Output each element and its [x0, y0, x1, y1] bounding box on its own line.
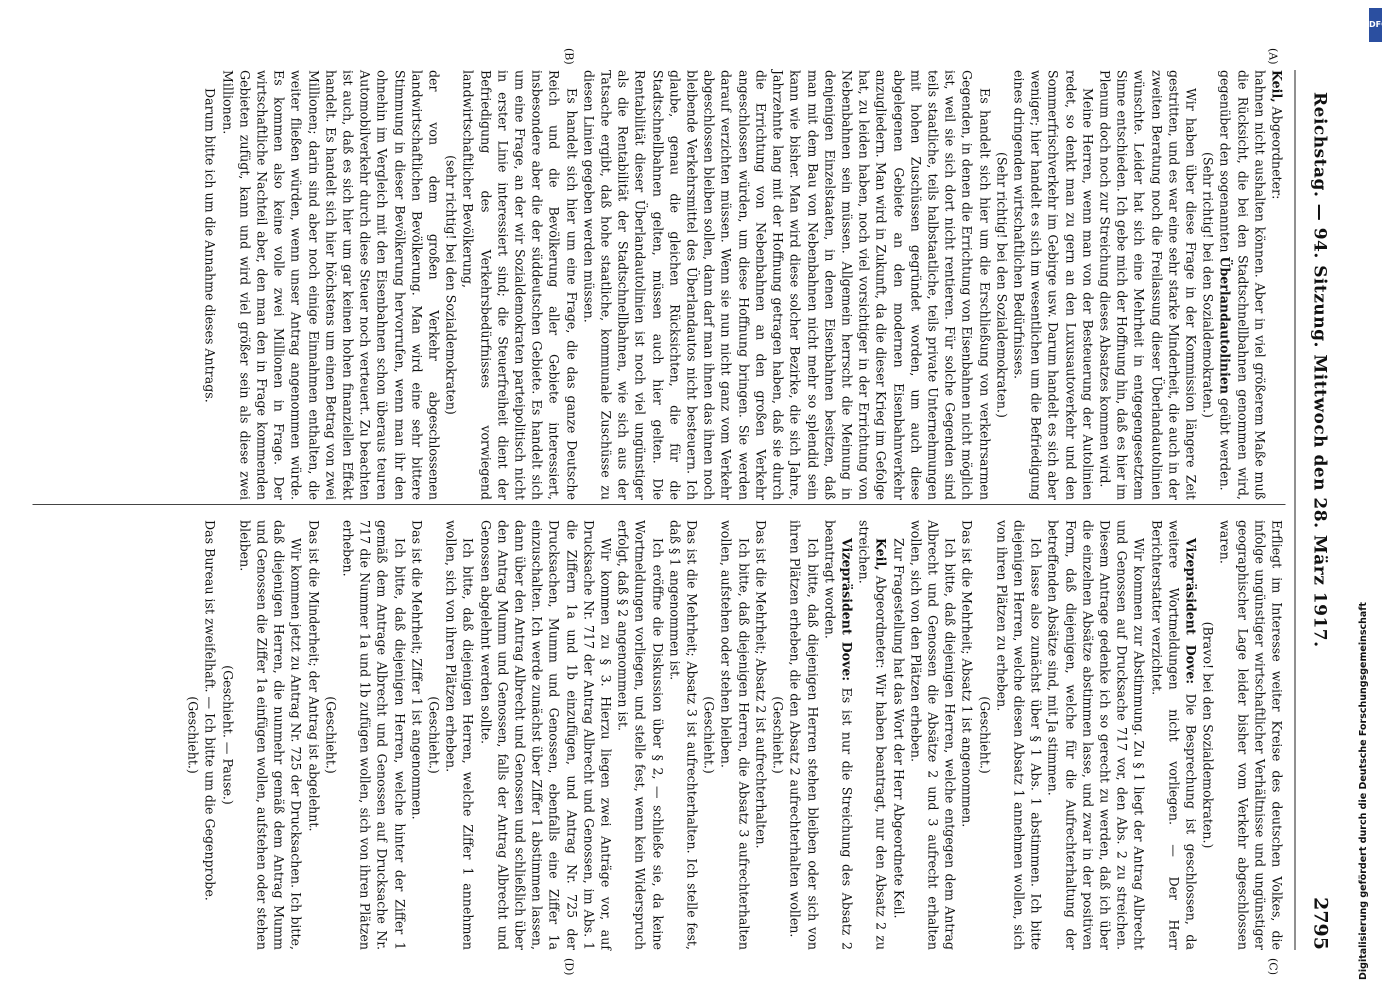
- right-column: [32, 520, 1285, 950]
- interjection: (Sehr richtig! bei den Sozialdemokraten.): [1200, 152, 1216, 418]
- paragraph: Wir kommen zu § 3. Hierzu liegen zwei Anträge vor, auf Drucksache Nr. 717 der Antrag Albrecht und Genossen, im Abs. 1 die Ziffern 1a und 1b einzufügen, und Antrag Nr. 725 der Drucksachen, Mumm und Genossen, ebenfalls eine Ziffer 1a einzuschalten. Ich werde zunächst über Ziffer 1 abstimmen lassen, dann über den Antrag Albrecht und Genossen und schließlich über den Antrag Mumm und Genossen, falls der Antrag Albrecht und Genossen abgelehnt werden sollte.: [477, 520, 614, 950]
- header-title: Reichstag. — 94. Sitzung. Mittwoch den 28. März 1917.: [1309, 92, 1329, 648]
- paragraph: Ich bitte, daß diejenigen Herren, welche Ziffer 1 annehmen wollen, sich von ihren Plätzen erheben.: [443, 520, 476, 950]
- paragraph: Wir kommen jetzt zu Antrag Nr. 725 der Drucksachen. Ich bitte, daß diejenigen Herren, die nunmehr gemäß dem Antrag Mumm und Genossen die Ziffer 1a einfügen wollen, aufstehen oder stehen bleiben.: [236, 520, 304, 950]
- interjection: (Geschieht.): [701, 696, 717, 774]
- paragraph: Es handelt sich hier um eine Frage, die das ganze Deutsche Reich und die Bevölkerung aller Gebiete interessiert, insbesondere aber die der süddeutschen Gebiete. Es handelt sich um eine Frage, an der wir Sozialdemokraten parteipolitisch nicht in erster Linie interessiert sind; die Steuerfreiheit dient der Befriedigung des Verkehrsbedürfnisses vorwiegend landwirtschaftlicher Bevölkerung,: [460, 70, 579, 500]
- paragraph: hahnen nicht aushalten können. Aber in viel größerem Maße muß die Rücksicht, die bei den Stadtschnellbahnen genommen wird, gegenüber den sogenannten Überlandautolinien geübt werden.: [1217, 70, 1267, 500]
- paragraph: Das ist die Mehrheit; Absatz 3 ist aufrechterhalten. Ich stelle fest, daß § 1 angenommen ist.: [666, 520, 700, 950]
- margin-mark-c: (C): [1266, 958, 1279, 975]
- speaker-role: Abgeordneter:: [873, 575, 889, 669]
- margin-mark-d: (D): [562, 958, 575, 976]
- paragraph: Meine Herren, wenn man von der Besteuerung der Autolinien redet, so denkt man zu gern an den Luxusautoverkehr und den Sommerfrischverkehr im Gebirge usw. Darum handelt es sich aber weniger; hier handelt es sich im wesentlichen um die Befriedigung eines dringenden wirtschaftlichen Bedürfnisses.: [1010, 70, 1095, 500]
- column-divider: [32, 504, 1285, 505]
- page-number: 2795: [1309, 897, 1331, 950]
- dfg-logo: DFG: [1369, 8, 1382, 42]
- paragraph: Das Bureau ist zweifelhaft. — Ich bitte um die Gegenprobe.: [202, 520, 218, 901]
- paragraph: der von dem großen Verkehr abgeschlossenen landwirtschaftlichen Bevölkerung. Man wird eine sehr bittere Stimmung in dieser Bevölkerung hervorrufen, wenn man ihr den ohnehin im Vergleich mit den Eisenbahnen schon überaus teuren Automobilverkehr durch diese Steuer noch verteuert. Zu beachten ist auch, daß es sich hier um gar keinen hohen finanziellen Effekt handelt. Es handelt sich hier höchstens um einen Betrag von zwei Millionen; darin sind aber noch einige Einnahmen enthalten, die weiter fließen würden, wenn unser Antrag angenommen würde. Es kommen also keine volle zwei Millionen in Frage. Der wirtschaftliche Nachteil aber, den man den in Frage kommenden Gebieten zufügt, kann und wird viel größer sein als diese zwei Millionen.: [219, 70, 442, 500]
- paragraph: Das ist die Minderheit; der Antrag ist abgelehnt.: [305, 520, 321, 832]
- paragraph: Ich lasse also zunächst über § 1 Abs. 1 abstimmen. Ich bitte diejenigen Herren, welche diesen Absatz 1 annehmen wollen, sich von ihren Plätzen zu erheben.: [993, 520, 1044, 950]
- paragraph: Das ist die Mehrheit; Absatz 2 ist aufrechterhalten.: [752, 520, 768, 849]
- paragraph: Wir kommen zur Abstimmung. Zu § 1 liegt der Antrag Albrecht und Genossen auf Drucksache 717 vor, den Abs. 2 zu streichen. Diesem Antrage gedenke ich so gerecht zu werden, daß ich über die einzelnen Absätze abstimmen lasse, und zwar in der positiven Form, daß diejenigen, welche für die Aufrechterhaltung der betreffenden Absätze sind, mit Ja stimmen.: [1045, 520, 1147, 950]
- paragraph: Ich bitte, daß diejenigen Herren, die Absatz 3 aufrechterhalten wollen, aufstehen oder stehen bleiben.: [718, 520, 751, 950]
- emphasized-term: Überlandautolinien: [1217, 256, 1233, 395]
- speaker-name: Vizepräsident Dove:: [1182, 538, 1198, 685]
- speech: Keil, Abgeordneter: Wir haben beantragt, nur den Absatz 2 zu streichen.: [856, 520, 889, 950]
- speaker-role: Abgeordneter:: [1269, 106, 1284, 200]
- paragraph: Das ist die Mehrheit; Ziffer 1 ist angenommen.: [408, 520, 424, 820]
- margin-mark-a: (A): [1266, 48, 1279, 65]
- paragraph: Erfliegt im Interesse weiter Kreise des deutschen Volkes, die infolge ungünstiger wirtschaftlicher Verhältnisse und ungünstiger geographischer Lage leider bisher vom Verkehr abgeschlossen waren.: [1217, 520, 1284, 950]
- paragraph: Ich eröffne die Diskussion über § 2, — schließe sie, da keine Wortmeldungen vorliegen, und stelle fest, wenn kein Widerspruch erfolgt, daß § 2 angenommen ist.: [615, 520, 665, 950]
- paragraph: Ich bitte, daß diejenigen Herren stehen bleiben oder sich von ihren Plätzen erheben, die den Absatz 2 aufrechterhalten wollen.: [787, 520, 820, 950]
- interjection: (Sehr richtig! bei den Sozialdemokraten.): [993, 152, 1009, 418]
- paragraph: Zur Fragestellung hat das Wort der Herr Abgeordnete Keil.: [890, 538, 906, 919]
- paragraph: Ich bitte, daß diejenigen Herren, welche entgegen dem Antrag Albrecht und Genossen die Absätze 2 und 3 aufrecht erhalten wollen, sich von den Plätzen erheben.: [907, 520, 958, 950]
- speech: Vizepräsident Dove: Es ist nur die Streichung des Absatz 2 beantragt worden.: [821, 520, 854, 950]
- interjection: (Geschieht.): [322, 696, 338, 774]
- paragraph: Darum bitte ich um die Annahme dieses Antrags.: [202, 88, 218, 403]
- header-rule: [1294, 70, 1295, 950]
- page-header: [1303, 70, 1335, 950]
- speech: Vizepräsident Dove: Die Besprechung ist geschlossen, da weitere Wortmeldungen nicht vorliegen. — Der Herr Berichterstatter verzichtet.: [1148, 520, 1198, 950]
- speaker-name: Keil,: [1269, 70, 1284, 103]
- speaker-name: Keil,: [873, 538, 889, 571]
- speaker-line: [1268, 70, 1285, 500]
- interjection: (Geschieht.): [185, 696, 201, 774]
- interjection: (Geschieht.): [770, 696, 786, 774]
- funding-credit: Digitalisierung gefördert durch die Deutsche Forschungsgemeinschaft: [1358, 602, 1369, 980]
- left-column: [32, 70, 1285, 500]
- interjection: (sehr richtig! bei den Sozialdemokraten): [443, 155, 459, 415]
- margin-mark-b: (B): [562, 48, 575, 65]
- paragraph: Es handelt sich hier um die Erschließung von verkehrsarmen Gegenden, in denen die Errichtung von Eisenbahnen nicht möglich ist, weil sie sich dort nicht rentieren. Für solche Gegenden sind teils staatliche, teils halbstaatliche, teils private Unternehmungen mit hohen Zuschüssen gegründet worden, um auch diese abgelegenen Gebiete an den modernen Eisenbahnverkehr anzugliedern. Man wird in Zukunft, da die dieser Krieg im Gefolge hat, zu leiden haben, noch viel vorsichtiger in der Errichtung von Nebenbahnen sein müssen. Allgemein herrscht die Meinung in denjenigen Einzelstaaten, in denen Eisenbahnen besitzen, daß man mit dem Bau von Nebenbahnen nicht mehr so splendid sein kann wie bisher. Man wird diese solcher Bezirke, die sich Jahre, Jahrzehnte lang mit der Hoffnung getragen haben, daß sie durch die Errichtung von Nebenbahnen an den großen Verkehr angeschlossen würden, um diese Hoffnung bringen. Sie werden darauf verzichten müssen. Wenn sie nun nicht ganz vom Verkehr abgeschlossen bleiben sollen, dann darf man ihnen das ihnen noch bleibende Verkehrsmittel des Überlandautos nicht besteuern. Ich glaube, genau die gleichen Rücksichten, die für die Stadtschnellbahnen gelten, müssen auch hier gelten. Die Rentabilität dieser Überlandautolinien ist noch viel ungünstiger als die Rentabilität der Stadtschnellbahnen, wie sich aus der Tatsache ergibt, daß hohe staatliche, kommunale Zuschüsse zu diesen Linien gegeben werden müssen.: [580, 70, 992, 501]
- interjection: (Bravo! bei den Sozialdemokraten.): [1200, 621, 1216, 849]
- interjection: (Geschieht.): [976, 696, 992, 774]
- interjection: (Geschieht.): [426, 696, 442, 774]
- paragraph: Wir haben über diese Frage in der Kommission längere Zeit gestritten, und es war eine sehr starke Minderheit, die auch in der zweiten Beratung noch die Freilassung dieser Überlandautolinien wünschte. Leider hat sich eine Mehrheit in entgegengesetztem Sinne entschieden. Ich gebe mich der Hoffnung hin, daß es hier im Plenum doch noch zur Streichung dieses Absatzes kommen wird.: [1096, 70, 1198, 500]
- interjection: (Geschieht. — Pause.): [219, 665, 235, 805]
- paragraph: Das ist die Mehrheit; Absatz 1 ist angenommen.: [959, 520, 975, 828]
- speaker-name: Vizepräsident Dove:: [838, 538, 854, 682]
- paragraph: Ich bitte, daß diejenigen Herren, welche hinter der Ziffer 1 gemäß dem Antrage Albrecht und Genossen auf Drucksache Nr. 717 die Nummer 1a und 1b zufügen wollen, sich von ihren Plätzen erheben.: [340, 520, 407, 950]
